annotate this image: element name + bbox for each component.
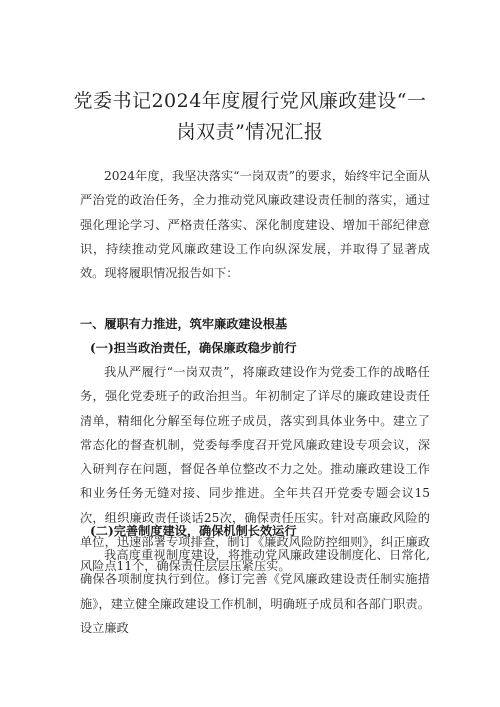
section-heading-1: 一、履职有力推进，筑牢廉政建设根基 bbox=[80, 317, 288, 331]
document-title: 党委书记2024年度履行党风廉政建设“一岗双责”情况汇报 bbox=[73, 90, 427, 143]
subsection-heading-2: (二)完善制度建设，确保机制长效运行 bbox=[90, 524, 297, 538]
subsection-2-paragraph: 我高度重视制度建设，将推动党风廉政建设制度化、日常化,确保各项制度执行到位。修订完善《党风廉政建设责任制实施措施》，建立健全廉政建设工作机制，明确班子成员和各部门职责。设立廉政 bbox=[80, 548, 430, 635]
subsection-heading-1: (一)担当政治责任，确保廉政稳步前行 bbox=[90, 341, 297, 355]
intro-paragraph: 2024年度，我坚决落实“一岗双责”的要求，始终牢记全面从严治党的政治任务，全力推动党风廉政建设责任制的落实，通过强化理论学习、严格责任落实、深化制度建设、增加干部纪律意识，持续推动党风廉政建设工作向纵深发展，并取得了显著成效。现将履职情况报告如下： bbox=[80, 169, 430, 281]
subsection-1-paragraph: 我从严履行“一岗双责”，将廉政建设作为党委工作的战略任务，强化党委班子的政治担当。年初制定了详尽的廉政建设责任清单，精细化分解至每位班子成员，落实到具体业务中。建立了常态化的督查机制，党委每季度召开党风廉政建设专项会议，深入研判存在问题，督促各单位整改不力之处。推动廉政建设工作和业务任务无缝对接、同步推进。全年共召开党委专题会议15次，组织廉政责任谈话25次，确保责任压实。针对高廉政风险的单位，迅速部署专项排查，制订《廉政风险防控细则》，纠正廉政风险点11个，确保责任层层压紧压实。 bbox=[80, 365, 430, 574]
